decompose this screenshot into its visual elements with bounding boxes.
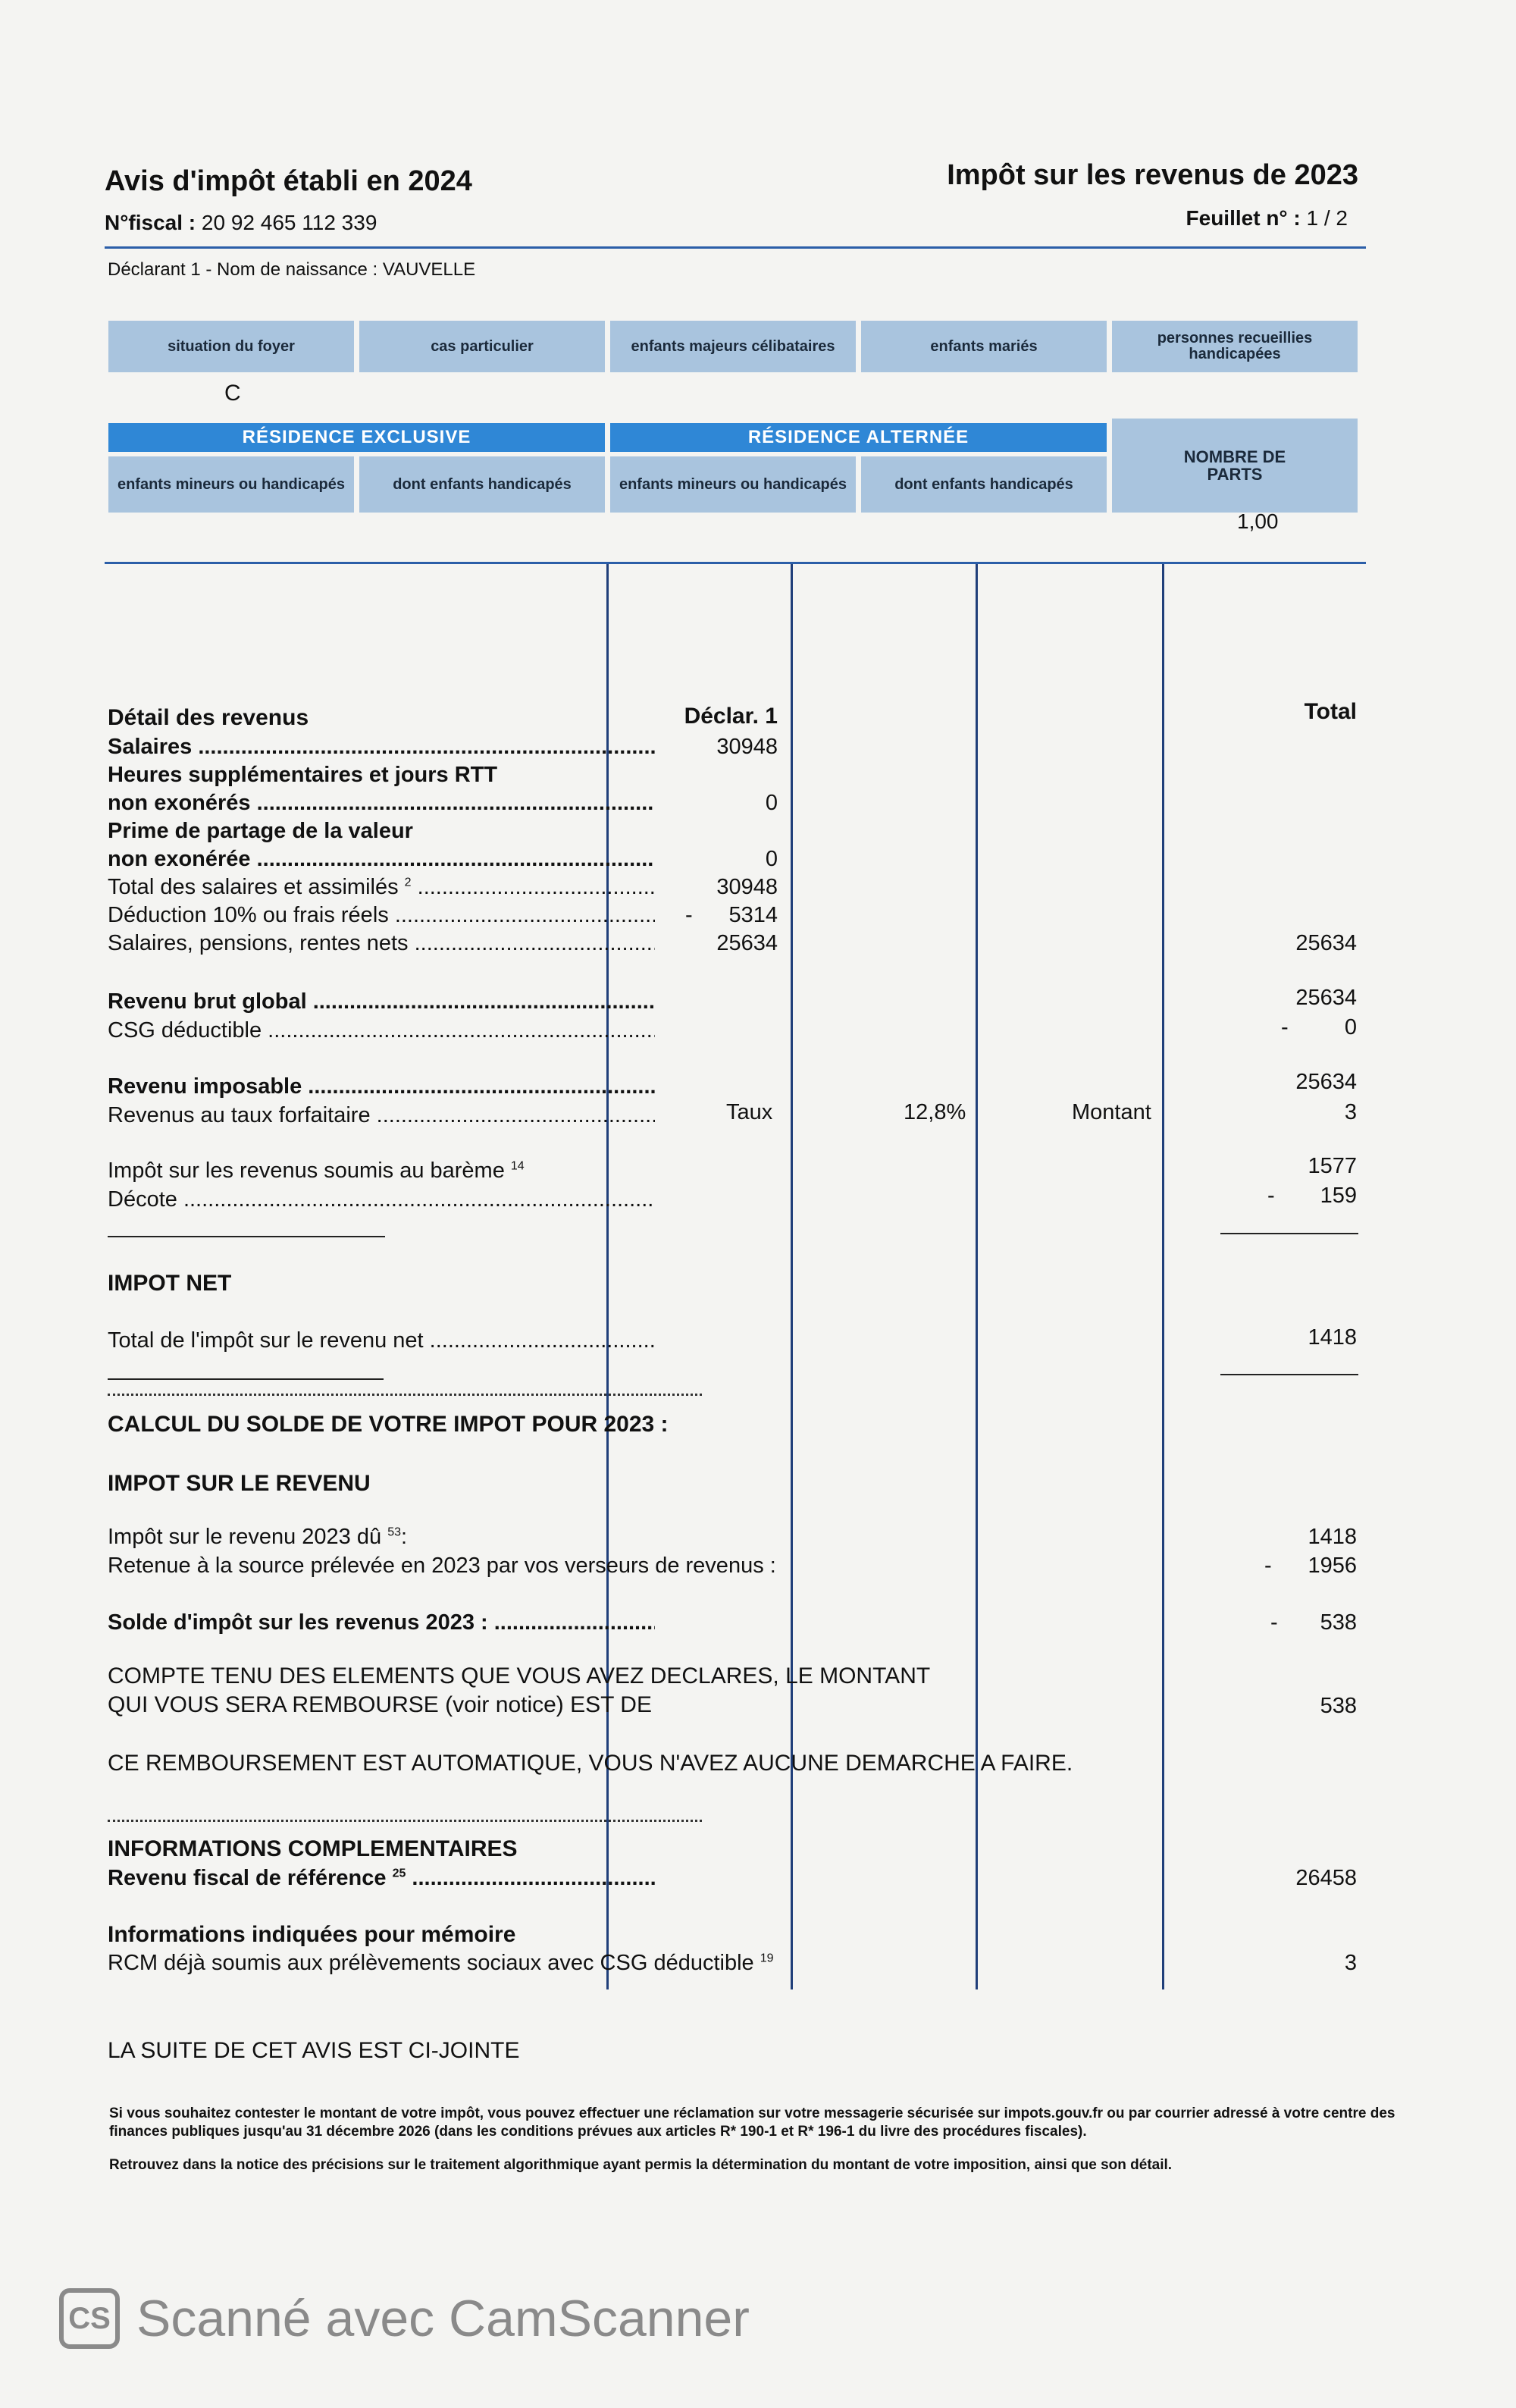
row-csg-label: CSG déductible ..... xyxy=(108,1018,655,1043)
infos-title: INFORMATIONS COMPLEMENTAIRES xyxy=(108,1836,518,1861)
row-decote-sign: - xyxy=(1267,1184,1275,1208)
row-nets-declar: 25634 xyxy=(716,931,778,955)
camscanner-text: Scanné avec CamScanner xyxy=(136,2290,750,2347)
row-csg-sign: - xyxy=(1281,1015,1289,1039)
rule xyxy=(108,1236,385,1237)
header-nombre-parts: NOMBRE DE PARTS xyxy=(1112,419,1358,513)
nombre-parts-value: 1,00 xyxy=(1237,510,1279,533)
sheet-number-label: Feuillet n° : xyxy=(1186,206,1301,230)
row-deduction-sign: - xyxy=(685,903,693,927)
row-salaires-label: Salaires ..... xyxy=(108,735,655,760)
rfr-label: Revenu fiscal de référence $^{25}$ ..... xyxy=(108,1866,655,1891)
row-total-salaires-label: Total des salaires et assimilés $^2$ ..... xyxy=(108,875,655,900)
camscanner-watermark xyxy=(59,2288,750,2349)
rule xyxy=(108,1378,384,1380)
row-nets-total: 25634 xyxy=(1295,931,1357,955)
declarant-line: Déclarant 1 - Nom de naissance : VAUVELLE xyxy=(108,259,476,280)
header-personnes-recueillies: personnes recueillies handicapées xyxy=(1112,321,1358,372)
row-prime-declar: 0 xyxy=(765,847,778,871)
row-forfaitaire-label: Revenus au taux forfaitaire ..... xyxy=(108,1103,655,1128)
row-brut-label: Revenu brut global ..... xyxy=(108,989,655,1014)
table-divider xyxy=(105,562,1366,564)
row-imposable-label: Revenu imposable ..... xyxy=(108,1074,655,1099)
row-total-salaires-declar: 30948 xyxy=(716,875,778,899)
contest-note: Si vous souhaitez contester le montant de votre impôt, vous pouvez effectuer une réclamation sur votre messagerie sécurisée sur impots.gouv.fr ou par courrier adressé à votre centre des finances publiques jusqu'au 31 décembre 2026 (dans les conditions prévues aux articles R* 190-1 et R* 196-1 du livre des procédures fiscales). xyxy=(109,2105,1395,2140)
row-heures-label: non exonérés ..... xyxy=(108,791,655,816)
situation-foyer-value: C xyxy=(224,381,241,406)
header-excl-enfants-mineurs: enfants mineurs ou handicapés xyxy=(108,456,354,513)
row-deduction-label: Déduction 10% ou frais réels ..... xyxy=(108,903,655,928)
row-forfaitaire-montant-label: Montant xyxy=(1072,1100,1151,1124)
dashed-separator xyxy=(108,1820,702,1822)
notice-title: Avis d'impôt établi en 2024 xyxy=(105,165,472,197)
rule xyxy=(1220,1374,1358,1375)
header-cas-particulier: cas particulier xyxy=(359,321,605,372)
row-nets-label: Salaires, pensions, rentes nets ..... xyxy=(108,931,655,956)
row-csg-total: 0 xyxy=(1344,1015,1357,1039)
retenue-sign: - xyxy=(1264,1554,1272,1578)
solde-subtitle: IMPOT SUR LE REVENU xyxy=(108,1471,371,1496)
impot-net-total-label: Total de l'impôt sur le revenu net ..... xyxy=(108,1328,655,1353)
row-forfaitaire-taux-label: Taux xyxy=(726,1100,773,1124)
impot-net-title: IMPOT NET xyxy=(108,1271,232,1296)
rcm-value: 3 xyxy=(1344,1951,1357,1975)
impot-du-value: 1418 xyxy=(1308,1525,1357,1549)
column-line xyxy=(1162,564,1164,1989)
row-bareme-total: 1577 xyxy=(1308,1154,1357,1178)
sheet-number xyxy=(1186,206,1348,230)
income-year-title: Impôt sur les revenus de 2023 xyxy=(947,159,1358,191)
header-situation-foyer: situation du foyer xyxy=(108,321,354,372)
row-decote-label: Décote ..... xyxy=(108,1187,655,1212)
impot-du-label: Impôt sur le revenu 2023 dû $^{53}$: xyxy=(108,1525,408,1549)
header-alt-enfants-mineurs: enfants mineurs ou handicapés xyxy=(610,456,856,513)
row-prime-line1: Prime de partage de la valeur xyxy=(108,819,413,843)
impot-net-total-value: 1418 xyxy=(1308,1325,1357,1350)
retenue-label: Retenue à la source prélevée en 2023 par vos verseurs de revenus : xyxy=(108,1554,776,1578)
auto-refund-line: CE REMBOURSEMENT EST AUTOMATIQUE, VOUS N'AVEZ AUCUNE DEMARCHE A FAIRE. xyxy=(108,1751,1073,1776)
header-enfants-majeurs: enfants majeurs célibataires xyxy=(610,321,856,372)
retenue-value: 1956 xyxy=(1308,1554,1357,1578)
row-bareme-label: Impôt sur les revenus soumis au barème $^{14}$ xyxy=(108,1159,525,1183)
sheet-number-value: 1 / 2 xyxy=(1306,206,1348,230)
row-decote-total: 159 xyxy=(1320,1184,1357,1208)
detail-title: Détail des revenus xyxy=(108,705,309,730)
header-divider xyxy=(105,246,1366,249)
rule xyxy=(1220,1233,1358,1234)
memo-title: Informations indiquées pour mémoire xyxy=(108,1922,516,1947)
compte-line1: COMPTE TENU DES ELEMENTS QUE VOUS AVEZ DECLARES, LE MONTANT xyxy=(108,1663,931,1688)
band-residence-exclusive: RÉSIDENCE EXCLUSIVE xyxy=(108,423,605,452)
compte-line2: QUI VOUS SERA REMBOURSE (voir notice) EST DE xyxy=(108,1692,652,1717)
row-imposable-total: 25634 xyxy=(1295,1070,1357,1094)
col-declar-header: Déclar. 1 xyxy=(684,704,778,729)
fiscal-number-value: 20 92 465 112 339 xyxy=(201,211,377,234)
compte-value: 538 xyxy=(1320,1694,1357,1718)
dashed-separator xyxy=(108,1394,702,1396)
row-forfaitaire-total: 3 xyxy=(1344,1100,1357,1124)
fiscal-number-label: N°fiscal : xyxy=(105,211,196,234)
fiscal-number xyxy=(105,211,377,235)
solde-impot-value: 538 xyxy=(1320,1610,1357,1635)
suite-line: LA SUITE DE CET AVIS EST CI-JOINTE xyxy=(108,2038,520,2063)
row-salaires-declar: 30948 xyxy=(716,735,778,759)
header-excl-dont-handicapes: dont enfants handicapés xyxy=(359,456,605,513)
algorithm-note: Retrouvez dans la notice des précisions sur le traitement algorithmique ayant permis la détermination du montant de votre imposition, ainsi que son détail. xyxy=(109,2157,1173,2173)
rcm-label: RCM déjà soumis aux prélèvements sociaux avec CSG déductible $^{19}$ xyxy=(108,1951,774,1975)
row-prime-label: non exonérée ..... xyxy=(108,847,655,872)
row-forfaitaire-taux: 12,8% xyxy=(904,1100,966,1124)
row-heures-line1: Heures supplémentaires et jours RTT xyxy=(108,763,498,787)
solde-impot-sign: - xyxy=(1270,1610,1278,1635)
solde-impot-label: Solde d'impôt sur les revenus 2023 : ..... xyxy=(108,1610,655,1635)
rfr-value: 26458 xyxy=(1295,1866,1357,1890)
row-brut-total: 25634 xyxy=(1295,986,1357,1010)
header-alt-dont-handicapes: dont enfants handicapés xyxy=(861,456,1107,513)
band-residence-alternee: RÉSIDENCE ALTERNÉE xyxy=(610,423,1107,452)
solde-title: CALCUL DU SOLDE DE VOTRE IMPOT POUR 2023 : xyxy=(108,1412,669,1437)
header-enfants-maries: enfants mariés xyxy=(861,321,1107,372)
camscanner-logo-icon: CS xyxy=(59,2288,120,2349)
row-heures-declar: 0 xyxy=(765,791,778,815)
row-deduction-declar: 5314 xyxy=(728,903,778,927)
col-total-header: Total xyxy=(1304,699,1357,724)
